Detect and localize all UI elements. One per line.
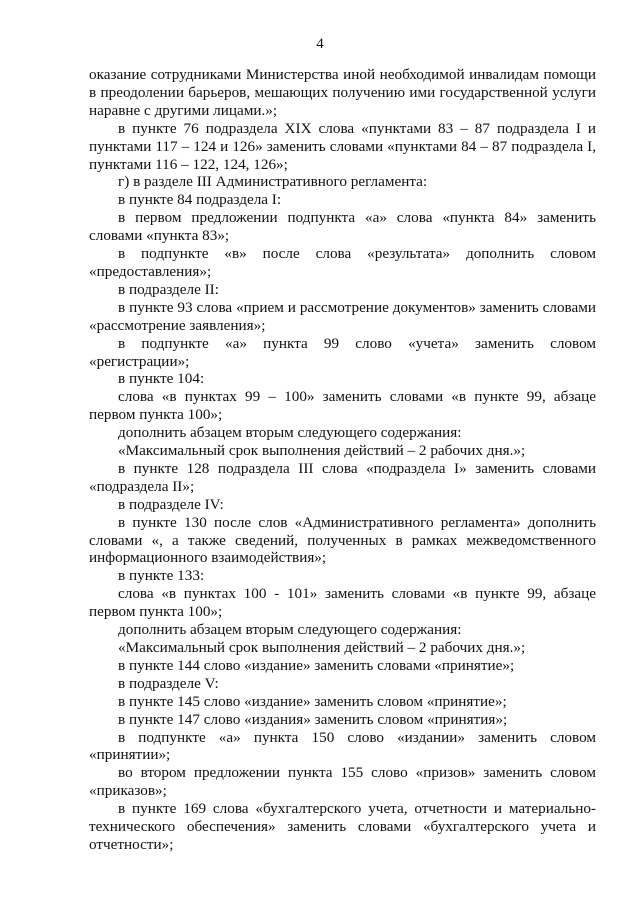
paragraph: в пункте 130 после слов «Административного регламента» дополнить словами «, а также сведений, полученных в рамках межведомственного информационного взаимодействия»; xyxy=(89,513,596,567)
paragraph: дополнить абзацем вторым следующего содержания: xyxy=(118,424,462,442)
paragraph: в подпункте «в» после слова «результата» дополнить словом «предоставления»; xyxy=(89,245,596,280)
paragraph: в пункте 144 слово «издание» заменить словами «принятие»; xyxy=(118,656,515,674)
paragraph: «Максимальный срок выполнения действий – 2 рабочих дня.»; xyxy=(118,639,526,656)
paragraph: во втором предложении пункта 155 слово «призов» заменить словом «приказов»; xyxy=(89,764,596,800)
paragraph: оказание сотрудниками Министерства иной необходимой инвалидам помощи в преодолении барьеров, мешающих получению ими государственной услуги наравне с другими лицами.»; xyxy=(89,66,596,119)
paragraph: в подпункте «а» пункта 150 слово «издании» заменить словом «принятии»; xyxy=(89,728,596,764)
paragraph: в подпункте «а» пункта 99 слово «учета» заменить словом «регистрации»; xyxy=(89,334,596,370)
paragraph: в подразделе IV: xyxy=(118,495,224,513)
paragraph: в первом предложении подпункта «а» слова «пункта 84» заменить словами «пункта 83»; xyxy=(89,209,596,245)
paragraph: в пункте 93 слова «прием и рассмотрение документов» заменить словами «рассмотрение заявления»; xyxy=(89,298,596,334)
paragraph: слова «в пунктах 99 – 100» заменить словами «в пункте 99, абзаце первом пункта 100»; xyxy=(89,388,596,424)
page-number: 4 xyxy=(316,36,324,52)
paragraph: в пункте 84 подраздела I: xyxy=(118,191,282,209)
paragraph: в пункте 76 подраздела XIX слова «пунктами 83 – 87 подраздела I и пунктами 117 – 124 и 126» заменить словами «пунктами 84 – 87 подраздела I, пунктами 116 – 122, 124, 126»; xyxy=(89,119,596,173)
paragraph: в пункте 128 подраздела III слова «подраздела I» заменить словами «подраздела II»; xyxy=(89,459,596,495)
paragraph: в пункте 133: xyxy=(118,567,205,585)
paragraph: в подразделе V: xyxy=(118,674,219,692)
paragraph: «Максимальный срок выполнения действий – 2 рабочих дня.»; xyxy=(118,442,526,460)
paragraph: г) в разделе III Административного регламента: xyxy=(118,173,428,191)
document-body xyxy=(89,66,596,854)
paragraph: в пункте 145 слово «издание» заменить словом «принятие»; xyxy=(118,692,507,710)
paragraph: в подразделе II: xyxy=(118,280,219,298)
paragraph: слова «в пунктах 100 - 101» заменить словами «в пункте 99, абзаце первом пункта 100»; xyxy=(89,585,596,621)
paragraph: в пункте 104: xyxy=(118,370,205,388)
paragraph: дополнить абзацем вторым следующего содержания: xyxy=(118,621,462,639)
paragraph: в пункте 169 слова «бухгалтерского учета, отчетности и материально-технического обеспечения» заменить словами «бухгалтерского учета и отчетности»; xyxy=(89,800,596,853)
paragraph: в пункте 147 слово «издания» заменить словом «принятия»; xyxy=(118,710,508,728)
